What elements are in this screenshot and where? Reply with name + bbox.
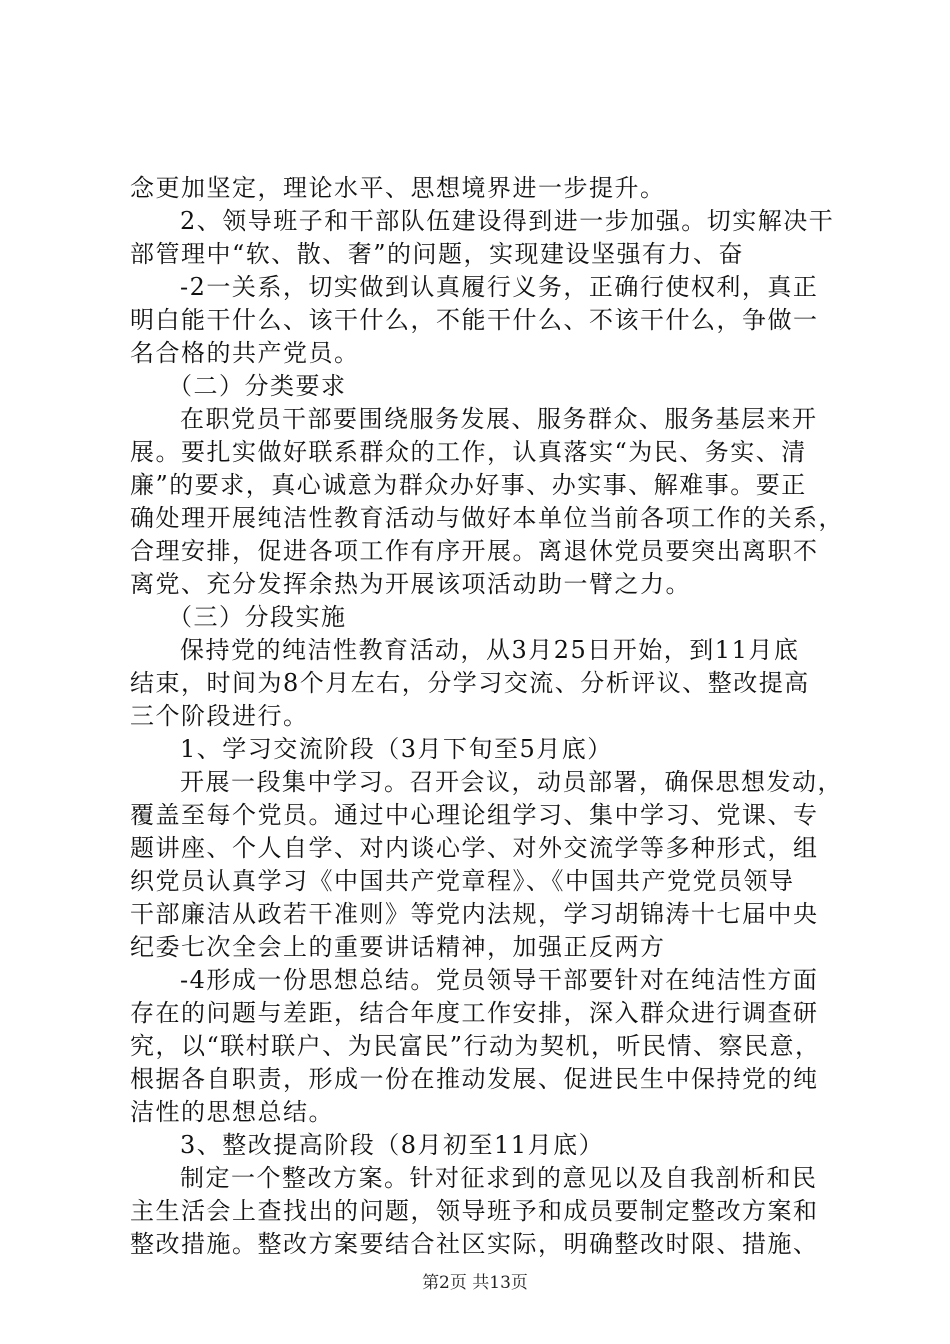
body-line: 究，以“联村联户、为民富民”行动为契机，听民情、察民意，	[130, 1032, 821, 1060]
body-line: 干部廉洁从政若干准则》等党内法规，学习胡锦涛十七届中央	[130, 900, 819, 928]
body-line: 题讲座、个人自学、对内谈心学、对外交流学等多种形式，组	[130, 834, 819, 862]
body-line: 离党、充分发挥余热为开展该项活动助一臂之力。	[130, 570, 691, 598]
stage-heading: 1、学习交流阶段（3月下旬至5月底）	[180, 735, 613, 763]
body-line: 在职党员干部要围绕服务发展、服务群众、服务基层来开	[180, 405, 818, 433]
body-line: 念更加坚定，理论水平、思想境界进一步提升。	[130, 174, 666, 202]
body-line: 保持党的纯洁性教育活动，从3月25日开始，到11月底	[180, 636, 800, 664]
body-line: 明白能干什么、该干什么，不能干什么、不该干什么，争做一	[130, 306, 819, 334]
stage-heading: 3、整改提高阶段（8月初至11月底）	[180, 1131, 605, 1159]
body-line: -2一关系，切实做到认真履行义务，正确行使权利，真正	[180, 273, 819, 301]
body-line: 结束，时间为8个月左右，分学习交流、分析评议、整改提高	[130, 669, 810, 697]
body-line: 制定一个整改方案。针对征求到的意见以及自我剖析和民	[180, 1164, 818, 1192]
body-line: 廉”的要求，真心诚意为群众办好事、办实事、解难事。要正	[130, 471, 807, 499]
page-footer: 第2页 共13页	[422, 1273, 528, 1293]
body-line: 开展一段集中学习。召开会议，动员部署，确保思想发动，	[180, 768, 843, 796]
body-line: 整改措施。整改方案要结合社区实际，明确整改时限、措施、	[130, 1230, 819, 1258]
body-line: 洁性的思想总结。	[130, 1098, 334, 1126]
body-line: -4形成一份思想总结。党员领导干部要针对在纯洁性方面	[180, 966, 819, 994]
section-heading: （三）分段实施	[168, 603, 347, 631]
body-line: 三个阶段进行。	[130, 702, 309, 730]
body-line: 纪委七次全会上的重要讲话精神，加强正反两方	[130, 933, 666, 961]
body-line: 织党员认真学习《中国共产党章程》、《中国共产党党员领导	[130, 867, 795, 895]
body-line: 根据各自职责，形成一份在推动发展、促进民生中保持党的纯	[130, 1065, 819, 1093]
body-line: 确处理开展纯洁性教育活动与做好本单位当前各项工作的关系，	[130, 504, 844, 532]
body-line: 名合格的共产党员。	[130, 339, 360, 367]
body-line: 主生活会上查找出的问题，领导班予和成员要制定整改方案和	[130, 1197, 819, 1225]
body-line: 2、领导班子和干部队伍建设得到进一步加强。切实解决干	[180, 207, 835, 235]
body-line: 展。要扎实做好联系群众的工作，认真落实“为民、务实、清	[130, 438, 807, 466]
body-line: 部管理中“软、散、奢”的问题，实现建设坚强有力、奋	[130, 240, 745, 268]
body-line: 存在的问题与差距，结合年度工作安排，深入群众进行调查研	[130, 999, 819, 1027]
body-line: 覆盖至每个党员。通过中心理论组学习、集中学习、党课、专	[130, 801, 819, 829]
section-heading: （二）分类要求	[168, 372, 347, 400]
body-line: 合理安排，促进各项工作有序开展。离退休党员要突出离职不	[130, 537, 819, 565]
